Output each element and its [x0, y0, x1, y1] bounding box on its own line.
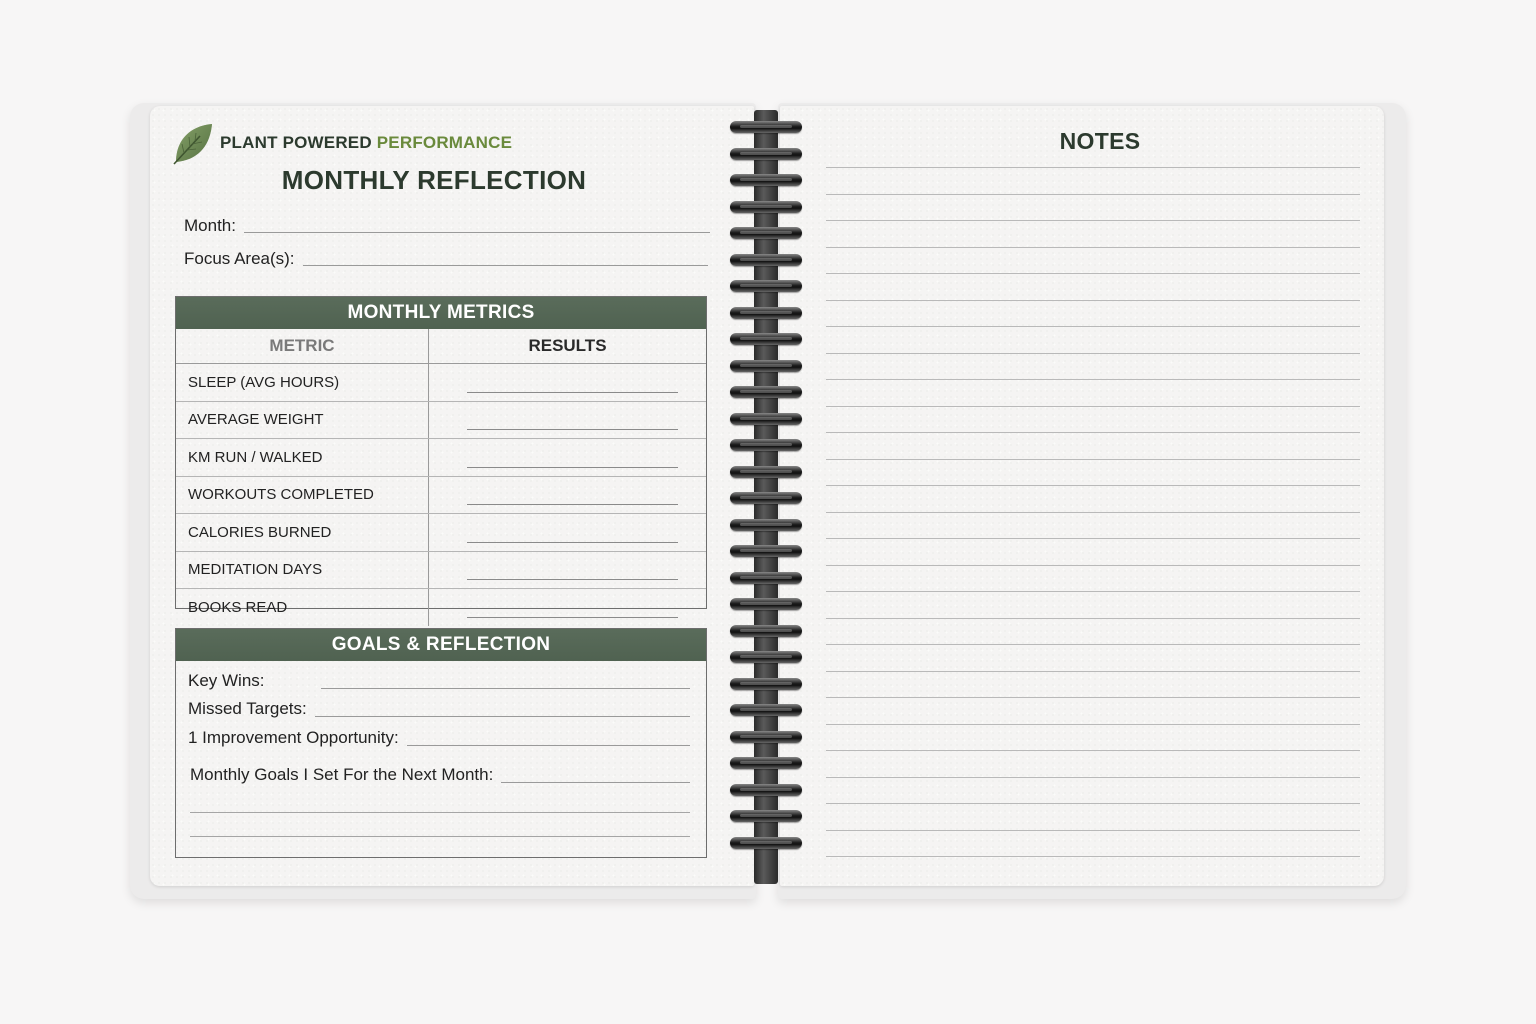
next-month-goals-line[interactable] — [501, 781, 690, 783]
metric-label: MEDITATION DAYS — [176, 551, 429, 589]
notes-writing-line[interactable] — [826, 247, 1360, 248]
metric-label: KM RUN / WALKED — [176, 439, 429, 477]
goals-writing-line[interactable] — [190, 812, 690, 813]
spiral-ring — [730, 227, 802, 239]
notes-writing-line[interactable] — [826, 644, 1360, 645]
notes-writing-line[interactable] — [826, 379, 1360, 380]
monthly-metrics-header: MONTHLY METRICS — [176, 297, 706, 329]
brand-logo — [170, 120, 512, 166]
spiral-ring — [730, 201, 802, 213]
metrics-table — [176, 329, 706, 626]
notes-writing-line[interactable] — [826, 803, 1360, 804]
brand-name-part2: PERFORMANCE — [376, 133, 513, 152]
brand-name-part1: PLANT POWERED — [220, 133, 372, 152]
spiral-ring — [730, 360, 802, 372]
goals-writing-line[interactable] — [190, 836, 690, 837]
spiral-ring — [730, 333, 802, 345]
table-row — [176, 364, 706, 402]
notes-writing-line[interactable] — [826, 194, 1360, 195]
spiral-ring — [730, 625, 802, 637]
spiral-ring — [730, 810, 802, 822]
spiral-ring — [730, 280, 802, 292]
focus-area-label: Focus Area(s): — [184, 249, 295, 268]
results-column-header: RESULTS — [429, 329, 707, 364]
notes-writing-line[interactable] — [826, 618, 1360, 619]
table-row — [176, 439, 706, 477]
notes-writing-line[interactable] — [826, 777, 1360, 778]
notes-writing-line[interactable] — [826, 459, 1360, 460]
notes-writing-line[interactable] — [826, 512, 1360, 513]
next-month-goals-label: Monthly Goals I Set For the Next Month: — [190, 765, 494, 784]
notes-writing-line[interactable] — [826, 591, 1360, 592]
spiral-ring — [730, 731, 802, 743]
notes-writing-line[interactable] — [826, 300, 1360, 301]
missed-targets-line[interactable] — [315, 715, 690, 717]
notes-writing-line[interactable] — [826, 485, 1360, 486]
spiral-ring — [730, 757, 802, 769]
notes-writing-line[interactable] — [826, 565, 1360, 566]
result-cell[interactable] — [429, 439, 707, 477]
result-cell[interactable] — [429, 514, 707, 552]
spiral-ring — [730, 704, 802, 716]
spiral-ring — [730, 254, 802, 266]
spiral-ring — [730, 572, 802, 584]
result-cell[interactable] — [429, 476, 707, 514]
notes-writing-line[interactable] — [826, 353, 1360, 354]
spiral-ring — [730, 598, 802, 610]
notes-writing-line[interactable] — [826, 538, 1360, 539]
spiral-ring — [730, 413, 802, 425]
goals-reflection-header: GOALS & REFLECTION — [176, 629, 706, 661]
notes-writing-line[interactable] — [826, 830, 1360, 831]
result-cell[interactable] — [429, 589, 707, 626]
missed-targets-label: Missed Targets: — [188, 699, 307, 718]
improvement-line[interactable] — [407, 744, 690, 746]
notes-writing-line[interactable] — [826, 724, 1360, 725]
month-field[interactable] — [184, 216, 710, 236]
spiral-ring — [730, 545, 802, 557]
notes-title: NOTES — [1059, 128, 1141, 154]
focus-area-line[interactable] — [303, 264, 708, 266]
result-cell[interactable] — [429, 364, 707, 402]
leaf-icon — [170, 120, 216, 166]
month-line[interactable] — [244, 231, 710, 233]
brand-name — [220, 133, 512, 153]
spiral-ring — [730, 519, 802, 531]
metric-label: BOOKS READ — [176, 589, 429, 626]
notes-writing-line[interactable] — [826, 167, 1360, 168]
result-cell[interactable] — [429, 401, 707, 439]
key-wins-label: Key Wins: — [188, 671, 265, 690]
page-title: MONTHLY REFLECTION — [281, 165, 587, 195]
spiral-ring — [730, 386, 802, 398]
spiral-ring — [730, 651, 802, 663]
notes-writing-line[interactable] — [826, 671, 1360, 672]
next-month-goals-field[interactable] — [190, 765, 690, 785]
metric-label: AVERAGE WEIGHT — [176, 401, 429, 439]
spiral-ring — [730, 784, 802, 796]
notes-lines — [826, 0, 1360, 1024]
spiral-ring — [730, 678, 802, 690]
notes-writing-line[interactable] — [826, 856, 1360, 857]
monthly-metrics-box — [175, 296, 707, 616]
month-label: Month: — [184, 216, 236, 235]
metric-label: SLEEP (AVG HOURS) — [176, 364, 429, 402]
notes-writing-line[interactable] — [826, 697, 1360, 698]
focus-area-field[interactable] — [184, 249, 708, 269]
improvement-field[interactable] — [188, 728, 690, 748]
notes-writing-line[interactable] — [826, 273, 1360, 274]
key-wins-line[interactable] — [321, 687, 690, 689]
metric-column-header: METRIC — [176, 329, 429, 364]
notes-writing-line[interactable] — [826, 406, 1360, 407]
improvement-label: 1 Improvement Opportunity: — [188, 728, 399, 747]
spiral-ring — [730, 466, 802, 478]
table-row — [176, 401, 706, 439]
notes-writing-line[interactable] — [826, 750, 1360, 751]
spiral-ring — [730, 174, 802, 186]
table-row — [176, 589, 706, 626]
spiral-ring — [730, 307, 802, 319]
spiral-ring — [730, 492, 802, 504]
table-row — [176, 476, 706, 514]
metric-label: CALORIES BURNED — [176, 514, 429, 552]
notes-writing-line[interactable] — [826, 220, 1360, 221]
missed-targets-field[interactable] — [188, 699, 690, 719]
notes-writing-line[interactable] — [826, 326, 1360, 327]
table-row — [176, 551, 706, 589]
spiral-ring — [730, 837, 802, 849]
notes-writing-line[interactable] — [826, 432, 1360, 433]
table-row — [176, 514, 706, 552]
metric-label: WORKOUTS COMPLETED — [176, 476, 429, 514]
key-wins-field[interactable] — [188, 671, 690, 691]
spiral-ring — [730, 439, 802, 451]
result-cell[interactable] — [429, 551, 707, 589]
